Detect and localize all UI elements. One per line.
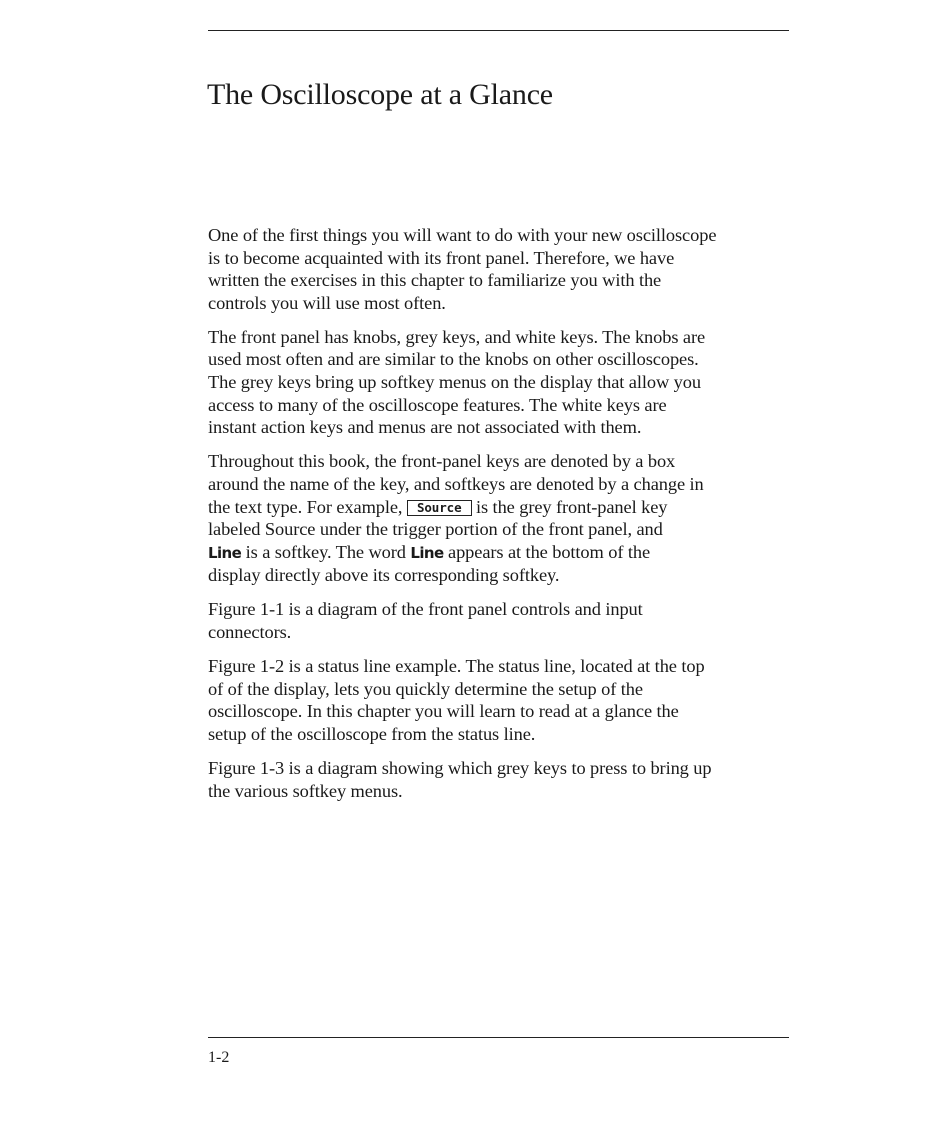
- paragraph-front-panel: [208, 326, 808, 439]
- paragraph-figure-1-2: [208, 655, 808, 745]
- text-segment: is the grey front-panel key: [471, 496, 668, 517]
- text-line: is to become acquainted with its front panel. Therefore, we have: [208, 247, 675, 268]
- page-number: 1-2: [208, 1049, 230, 1066]
- text-line: [208, 496, 808, 519]
- footer-rule: [208, 1037, 789, 1038]
- text-line: of of the display, lets you quickly determine the setup of the: [208, 678, 643, 699]
- text-line: display directly above its corresponding softkey.: [208, 565, 560, 586]
- softkey-line: Line: [208, 543, 242, 562]
- text-line: Figure 1-3 is a diagram showing which grey keys to press to bring up: [208, 757, 712, 778]
- text-line: The grey keys bring up softkey menus on the display that allow you: [208, 372, 701, 393]
- text-line: instant action keys and menus are not associated with them.: [208, 417, 642, 438]
- paragraph-figure-1-3: [208, 757, 808, 802]
- paragraph-notation: [208, 450, 808, 587]
- text-line: controls you will use most often.: [208, 292, 446, 313]
- text-segment: is a softkey. The word: [241, 541, 411, 562]
- text-line: around the name of the key, and softkeys are denoted by a change in: [208, 473, 704, 494]
- page-title: The Oscilloscope at a Glance: [207, 78, 553, 111]
- header-rule: [208, 30, 789, 31]
- text-line: Figure 1-1 is a diagram of the front panel controls and input: [208, 599, 643, 620]
- text-segment: the text type. For example,: [208, 496, 407, 517]
- front-panel-key-source: Source: [407, 500, 472, 516]
- text-line: labeled Source under the trigger portion of the front panel, and: [208, 519, 663, 540]
- text-line: One of the first things you will want to do with your new oscilloscope: [208, 225, 717, 245]
- paragraph-figure-1-1: [208, 598, 808, 643]
- text-line: access to many of the oscilloscope features. The white keys are: [208, 394, 667, 415]
- text-line: connectors.: [208, 622, 292, 642]
- text-line: The front panel has knobs, grey keys, and white keys. The knobs are: [208, 326, 706, 347]
- text-line: the various softkey menus.: [208, 780, 403, 801]
- softkey-line: Line: [410, 543, 444, 562]
- text-line: setup of the oscilloscope from the status line.: [208, 723, 536, 744]
- text-line: oscilloscope. In this chapter you will learn to read at a glance the: [208, 701, 679, 722]
- text-line: written the exercises in this chapter to familiarize you with the: [208, 270, 662, 291]
- paragraph-intro: [208, 224, 808, 314]
- text-line: [208, 541, 808, 565]
- text-line: used most often and are similar to the knobs on other oscilloscopes.: [208, 349, 699, 370]
- text-segment: appears at the bottom of the: [443, 541, 651, 562]
- text-line: Throughout this book, the front-panel keys are denoted by a box: [208, 451, 676, 472]
- text-line: Figure 1-2 is a status line example. The status line, located at the top: [208, 656, 705, 677]
- body-text: [208, 224, 808, 814]
